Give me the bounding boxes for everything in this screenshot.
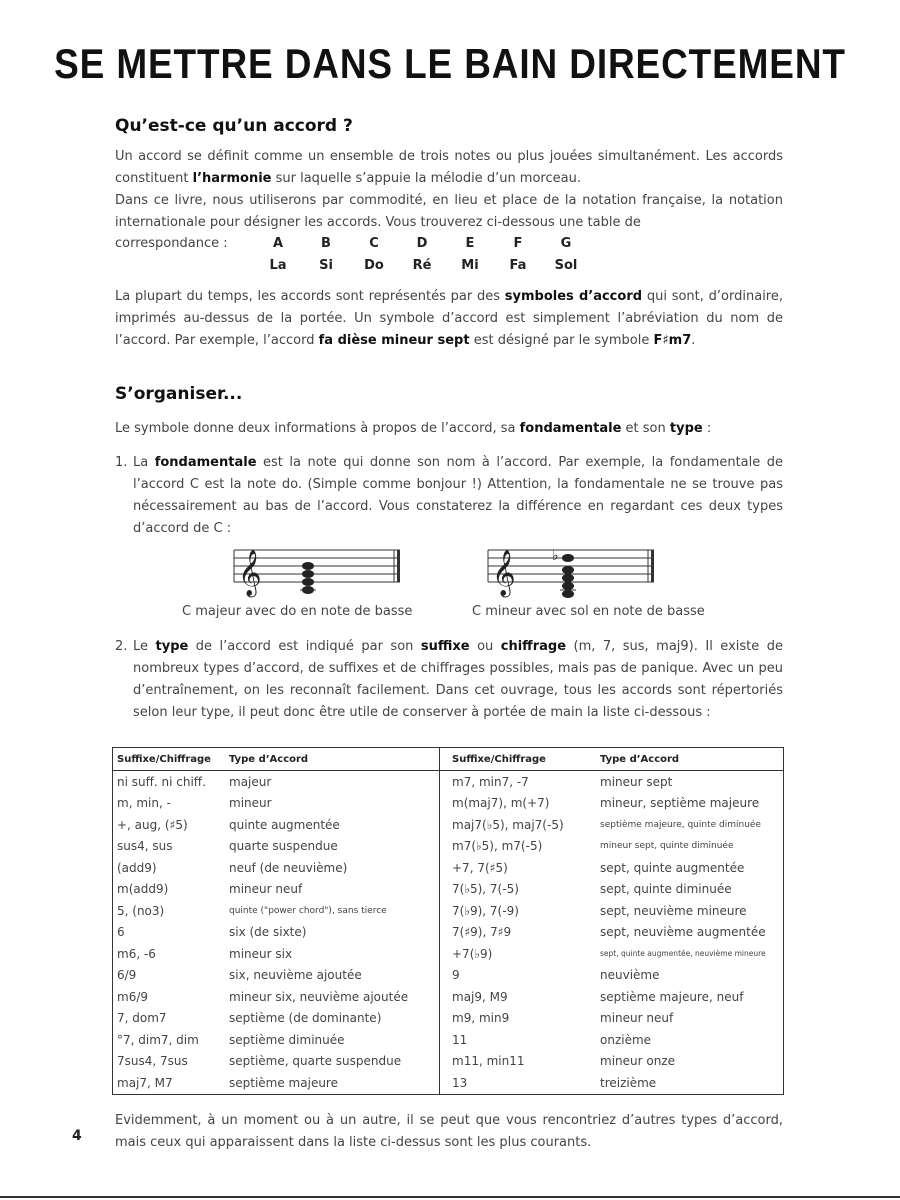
table-cell: sept, neuvième mineure <box>600 903 747 918</box>
table-cell: ni suff. ni chiff. <box>117 774 206 789</box>
table-cell: 7sus4, 7sus <box>117 1054 188 1069</box>
table-cell: quarte suspendue <box>229 839 338 854</box>
table-cell: sept, quinte augmentée, neuvième mineure <box>600 949 766 959</box>
table-header-row <box>113 748 784 771</box>
table-row <box>113 771 784 793</box>
table-cell: m(add9) <box>117 882 169 897</box>
table-cell: m(maj7), m(+7) <box>440 793 597 815</box>
table-cell: septième, quarte suspendue <box>229 1054 402 1069</box>
note-letter: D <box>416 236 428 251</box>
paragraph-closing: Evidemment, à un moment ou à un autre, il se peut que vous rencontriez d’autres types d’accord, mais ceux qui apparaissent dans la liste ci-dessus sont les plus courants. <box>115 1113 783 1150</box>
treble-clef-icon: 𝄞 <box>492 550 516 596</box>
table-cell: 6/9 <box>117 968 137 983</box>
text: La plupart du temps, les accords sont représentés par des <box>115 289 505 304</box>
bold-term: fondamentale <box>519 421 622 436</box>
text: qui sont, d’ordinaire, imprimés au-dessus de la portée. Un symbole d’accord est simplement l’abréviation du nom de l’accord. Par exemple, l’accord <box>115 289 783 348</box>
table-cell: majeur <box>229 774 272 789</box>
table-cell: mineur, septième majeure <box>600 796 760 811</box>
note-name: Si <box>319 258 333 273</box>
text: Un accord se définit comme un ensemble de trois notes ou plus jouées simultanément. Les accords constituent <box>115 149 783 186</box>
table-cell: m9, min9 <box>440 1008 597 1030</box>
table-cell: 13 <box>440 1072 597 1094</box>
table-row <box>113 1029 784 1051</box>
text: ou <box>469 639 501 654</box>
caption-c-minor: C mineur avec sol en note de basse <box>472 604 705 619</box>
table-cell: +, aug, (♯5) <box>117 817 188 832</box>
treble-clef-icon: 𝄞 <box>238 550 262 596</box>
table-row <box>113 836 784 858</box>
bold-term: l’harmonie <box>192 171 272 186</box>
table-cell: sus4, sus <box>117 839 173 854</box>
table-cell: maj9, M9 <box>440 986 597 1008</box>
note-letter: F <box>513 236 523 251</box>
flat-icon: ♭ <box>552 548 559 564</box>
table-cell: mineur sept, quinte diminuée <box>600 841 734 852</box>
table-cell: six (de sixte) <box>229 925 307 940</box>
list-item-type <box>115 636 783 724</box>
note-name: Do <box>364 258 384 273</box>
table-row <box>113 814 784 836</box>
table-cell: m, min, - <box>117 796 171 811</box>
table-cell: 11 <box>440 1029 597 1051</box>
table-row <box>113 986 784 1008</box>
bold-term: fa dièse mineur sept <box>318 333 470 348</box>
table-row <box>113 793 784 815</box>
paragraph-symbol-info <box>115 418 783 440</box>
c-major-staff <box>228 540 406 604</box>
table-cell: mineur onze <box>600 1054 675 1069</box>
text: est désigné par le symbole <box>469 333 654 348</box>
table-cell: mineur six <box>229 946 293 961</box>
text: : <box>702 421 712 436</box>
table-cell: sept, quinte augmentée <box>600 860 745 875</box>
bold-term: type <box>155 639 189 654</box>
table-cell: m6/9 <box>117 989 149 1004</box>
table-cell: 7(♭9), 7(-9) <box>440 900 597 922</box>
table-cell: (add9) <box>117 860 157 875</box>
bottom-divider <box>0 1196 900 1198</box>
table-cell: onzième <box>600 1032 652 1047</box>
paragraph-notation: Dans ce livre, nous utiliserons par commodité, en lieu et place de la notation française, la notation internationale pour désigner les accords. Vous trouverez ci-dessous une table de <box>115 193 783 230</box>
list-item-fondamentale <box>115 452 783 540</box>
table-row <box>113 1008 784 1030</box>
table-row <box>113 965 784 987</box>
table-cell: septième majeure <box>229 1075 338 1090</box>
note-letter: E <box>465 236 475 251</box>
text: est la note qui donne son nom à l’accord. Par exemple, la fondamentale de l’accord C est la note do. (Simple comme bonjour !) Attention, la fondamentale ne se trouve pas nécessairement au bas de l’accord. Vous constaterez la différence en regardant ces deux types d’accord de C : <box>133 455 784 536</box>
column-header: Suffixe/Chiffrage <box>440 748 597 771</box>
table-cell: °7, dim7, dim <box>117 1032 199 1047</box>
chord-symbol: F♯m7 <box>653 333 692 348</box>
bold-term: chiffrage <box>500 639 567 654</box>
table-cell: mineur neuf <box>600 1011 674 1026</box>
table-cell: sept, quinte diminuée <box>600 882 732 897</box>
note-name: La <box>269 258 287 273</box>
paragraph-chord-symbols <box>115 286 783 352</box>
table-cell: m11, min11 <box>440 1051 597 1073</box>
list-number: 2. <box>115 639 128 654</box>
table-row <box>113 1072 784 1094</box>
note-letter: G <box>560 236 572 251</box>
text: de l’accord est indiqué par son <box>188 639 421 654</box>
bold-term: suffixe <box>420 639 470 654</box>
table-cell: m7(♭5), m7(-5) <box>440 836 597 858</box>
text: et son <box>621 421 670 436</box>
table-row <box>113 879 784 901</box>
section-heading-accord: Qu’est-ce qu’un accord ? <box>115 116 353 136</box>
note-name: Sol <box>554 258 578 273</box>
table-cell: quinte augmentée <box>229 817 340 832</box>
table-cell: septième majeure, neuf <box>600 989 744 1004</box>
paragraph-definition <box>115 146 783 190</box>
table-cell: m6, -6 <box>117 946 156 961</box>
table-row <box>113 922 784 944</box>
note-letter: A <box>272 236 284 251</box>
text: La <box>133 455 155 470</box>
table-cell: 7, dom7 <box>117 1011 167 1026</box>
table-cell: treizième <box>600 1075 657 1090</box>
correspondence-label: correspondance : <box>115 236 228 251</box>
table-cell: 7(♭5), 7(-5) <box>440 879 597 901</box>
text: Le symbole donne deux informations à propos de l’accord, sa <box>115 421 520 436</box>
column-header: Suffixe/Chiffrage <box>113 748 226 771</box>
table-cell: mineur <box>229 796 272 811</box>
text: . <box>691 333 696 348</box>
table-cell: sept, neuvième augmentée <box>600 925 766 940</box>
table-cell: septième diminuée <box>229 1032 345 1047</box>
table-row <box>113 857 784 879</box>
bold-term: type <box>669 421 703 436</box>
table-cell: 9 <box>440 965 597 987</box>
note-name: Mi <box>461 258 479 273</box>
c-minor-staff <box>482 540 660 604</box>
table-cell: mineur neuf <box>229 882 303 897</box>
table-cell: +7(♭9) <box>440 943 597 965</box>
table-cell: 7(♯9), 7♯9 <box>440 922 597 944</box>
section-heading-organiser: S’organiser... <box>115 384 243 404</box>
page-title: SE METTRE DANS LE BAIN DIRECTEMENT <box>54 40 846 87</box>
list-number: 1. <box>115 455 128 470</box>
note-name: Fa <box>509 258 527 273</box>
table-cell: 6 <box>117 925 125 940</box>
note-letter: B <box>321 236 331 251</box>
text: sur laquelle s’appuie la mélodie d’un morceau. <box>271 171 581 186</box>
table-row <box>113 1051 784 1073</box>
column-header: Type d’Accord <box>225 748 440 771</box>
caption-c-major: C majeur avec do en note de basse <box>182 604 413 619</box>
table-cell: six, neuvième ajoutée <box>229 968 362 983</box>
table-cell: mineur six, neuvième ajoutée <box>229 989 409 1004</box>
table-cell: 5, (no3) <box>117 903 165 918</box>
text: Le <box>133 639 156 654</box>
table-cell: septième majeure, quinte diminuée <box>600 819 761 830</box>
table-cell: maj7(♭5), maj7(-5) <box>440 814 597 836</box>
table-row <box>113 900 784 922</box>
bold-term: symboles d’accord <box>504 289 643 304</box>
table-cell: maj7, M7 <box>117 1075 173 1090</box>
table-cell: m7, min7, -7 <box>440 771 597 793</box>
table-cell: neuvième <box>600 968 660 983</box>
table-cell: quinte ("power chord"), sans tierce <box>229 905 387 916</box>
text: (m, 7, sus, maj9). Il existe de nombreux types d’accord, de suffixes et de chiffrages possibles, mais pas de panique. Avec un peu d’entraînement, on les reconnaît facilement. Dans cet ouvrage, tous les accords sont répertoriés selon leur type, il peut donc être utile de conserver à portée de main la liste ci-dessous : <box>133 639 783 720</box>
table-cell: +7, 7(♯5) <box>440 857 597 879</box>
note-name: Ré <box>412 258 432 273</box>
table-cell: neuf (de neuvième) <box>229 860 348 875</box>
note-letter: C <box>369 236 379 251</box>
table-cell: mineur sept <box>600 774 673 789</box>
table-row <box>113 943 784 965</box>
bold-term: fondamentale <box>154 455 257 470</box>
page-number: 4 <box>72 1128 82 1144</box>
column-header: Type d’Accord <box>596 748 784 771</box>
table-cell: septième (de dominante) <box>229 1011 382 1026</box>
chord-type-table <box>112 747 784 1095</box>
